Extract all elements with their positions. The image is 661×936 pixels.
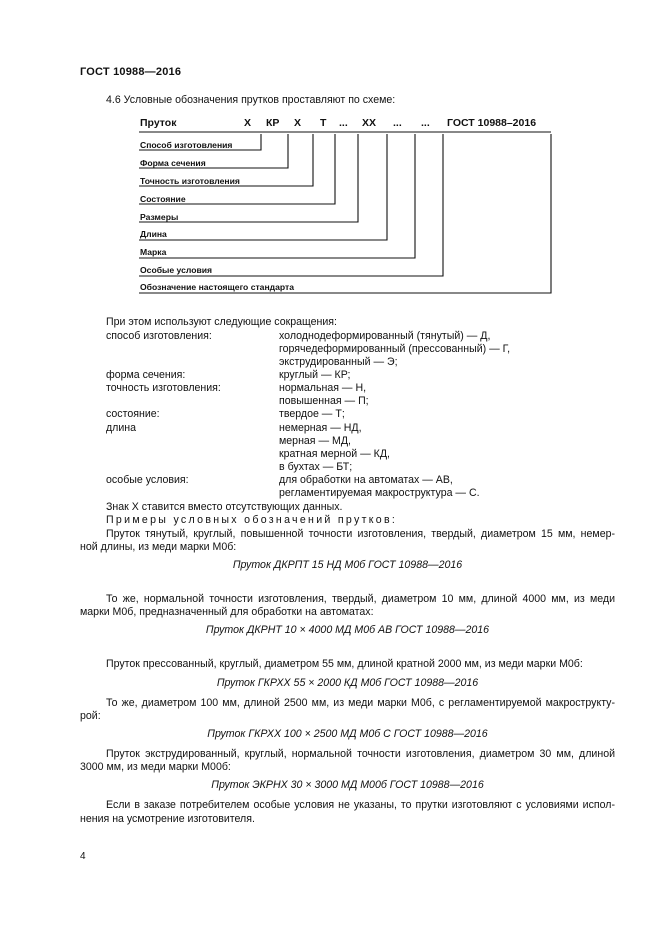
abbrev-intro: При этом используют следующие сокращения: [106,316,337,328]
page-header-title: ГОСТ 10988—2016 [80,66,182,78]
abbrev-value: горячедеформированный (прессованный) — Г, [279,343,511,355]
example-3-text-line1: Пруток прессованный, круглый, диаметром 55 мм, длиной кратной 2000 мм, из меди марки М0б: [106,658,583,670]
abbrev-value: в бухтах — БТ; [279,461,353,473]
abbrev-term: особые условия: [106,474,189,486]
scheme-bracket-section [139,134,288,168]
example-4-text-line1: То же, диаметром 100 мм, длиной 2500 мм, из меди марки М0б, с регламентируемой макрострукту- [106,697,615,709]
scheme-head-kr: КР [266,117,280,129]
abbrev-term: точность изготовления: [106,382,221,394]
abbrev-value: мерная — МД, [279,435,351,447]
scheme-head-xx: ХХ [362,117,377,129]
abbrev-value: нормальная — Н, [279,382,367,394]
abbrev-value: экструдированный — Э; [279,356,398,368]
scheme-bracket-standard [139,134,551,293]
example-2-text-line1: То же, нормальной точности изготовления, твердый, диаметром 10 мм, длиной 4000 мм, из меди [106,593,615,605]
scheme-label-length: Длина [140,229,167,239]
example-2-code: Пруток ДКРНТ 10 × 4000 МД М0б АВ ГОСТ 10988—2016 [205,624,490,636]
scheme-head-x1: Х [244,117,252,129]
abbrev-value: твердое — Т; [279,408,345,420]
abbrev-term: форма сечения: [106,369,186,381]
example-5-code: Пруток ЭКРНХ 30 × 3000 МД М00б ГОСТ 10988—2016 [211,779,484,791]
abbrev-term: длина [106,422,137,434]
abbrev-value: кратная мерной — КД, [279,448,390,460]
abbrev-value: немерная — НД, [279,422,362,434]
page-number: 4 [80,851,86,862]
example-4-code: Пруток ГКРХХ 100 × 2500 МД М0б С ГОСТ 10988—2016 [207,728,488,740]
scheme-bracket-special [139,134,443,276]
scheme-head-dots3: ... [421,117,430,129]
scheme-head-dots2: ... [393,117,402,129]
scheme-bracket-size [139,134,358,222]
abbrev-note: Знак Х ставится вместо отсутствующих данных. [106,501,343,513]
abbrev-value: холоднодеформированный (тянутый) — Д, [279,330,491,342]
scheme-head-t: Т [320,117,327,129]
scheme-label-state: Состояние [140,194,186,204]
scheme-label-grade: Марка [140,247,167,257]
intro-paragraph: 4.6 Условные обозначения прутков проставляют по схеме: [106,94,396,106]
example-1-text-line2: ной длины, из меди марки М0б: [80,541,237,553]
abbrev-value: повышенная — П; [279,395,369,407]
example-1-text-line1: Пруток тянутый, круглый, повышенной точности изготовления, твердый, диаметром 15 мм, немер- [106,528,615,540]
scheme-label-special: Особые условия [140,265,213,275]
final-paragraph-line1: Если в заказе потребителем особые условия не указаны, то прутки изготовляют с условиями испол- [106,799,615,811]
example-4-text-line2: рой: [80,710,101,722]
scheme-label-method: Способ изготовления [140,140,233,150]
example-5-text-line1: Пруток экструдированный, круглый, нормальной точности изготовления, диаметром 30 мм, длиной [106,748,615,760]
example-3-code: Пруток ГКРХХ 55 × 2000 КД М0б ГОСТ 10988—2016 [216,677,479,689]
abbrev-value: для обработки на автоматах — АВ, [279,474,453,486]
example-1-code: Пруток ДКРПТ 15 НД М0б ГОСТ 10988—2016 [232,559,463,571]
final-paragraph-line2: нения на усмотрение изготовителя. [80,813,255,825]
example-5-text-line2: 3000 мм, из меди марки М00б: [80,761,231,773]
scheme-head-x2: Х [294,117,302,129]
scheme-head-standard: ГОСТ 10988–2016 [447,117,537,129]
scheme-bracket-grade [139,134,415,258]
scheme-head-product: Пруток [140,117,177,129]
abbrev-value: регламентируемая макроструктура — С. [279,487,480,499]
scheme-label-accuracy: Точность изготовления [140,176,240,186]
scheme-bracket-accuracy [139,134,313,186]
scheme-bracket-method [139,134,261,150]
scheme-head-dots1: ... [339,117,348,129]
example-2-text-line2: марки М0б, предназначенный для обработки на автоматах: [80,606,374,618]
abbrev-value: круглый — КР; [279,369,351,381]
scheme-label-section: Форма сечения [140,158,206,168]
examples-title: Примеры условных обозначений прутков: [106,514,398,526]
abbrev-term: способ изготовления: [106,330,212,342]
scheme-label-size: Размеры [140,212,179,222]
scheme-label-standard: Обозначение настоящего стандарта [140,282,295,292]
abbrev-term: состояние: [106,408,160,420]
scheme-bracket-state [139,134,335,204]
